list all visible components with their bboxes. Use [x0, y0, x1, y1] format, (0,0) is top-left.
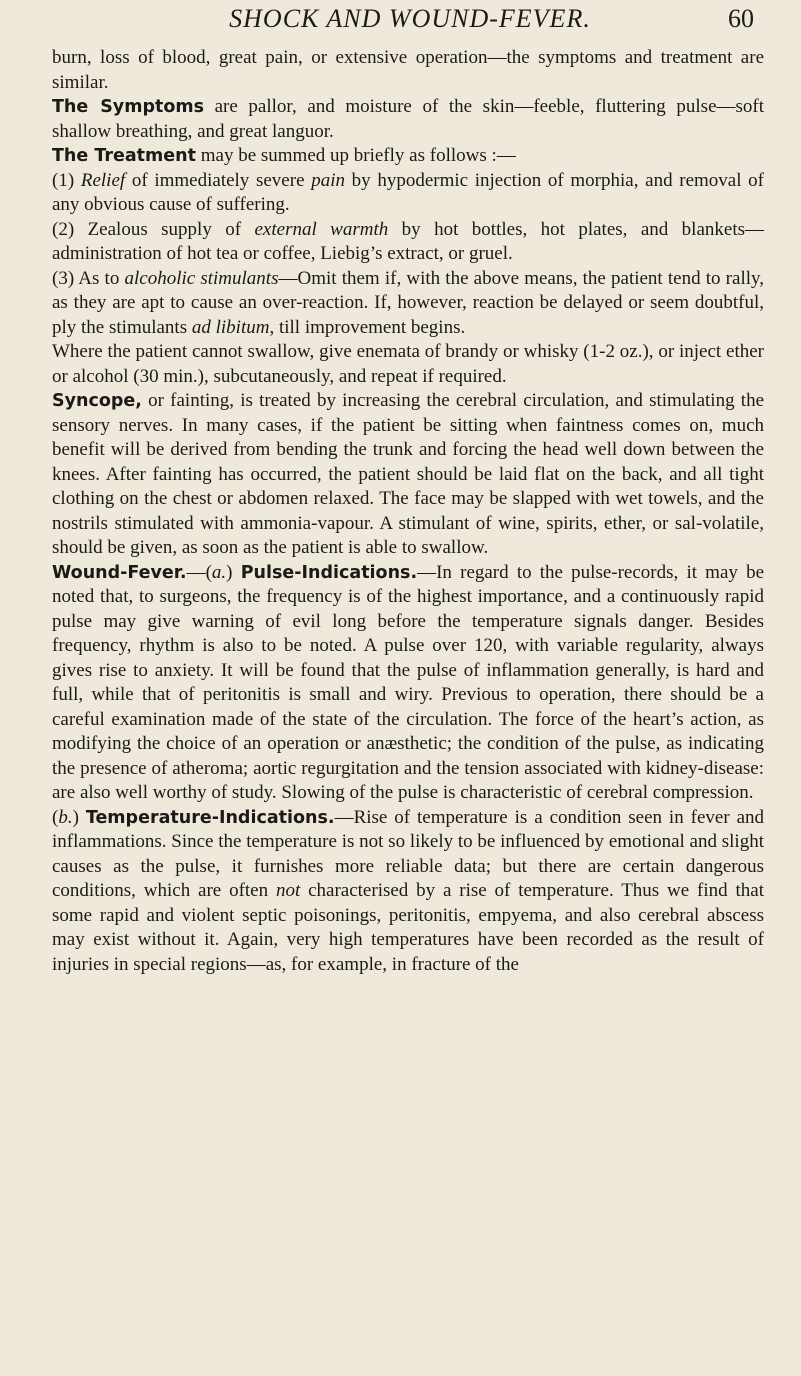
paragraph-treatment [52, 144, 764, 169]
paragraph-continuation [52, 46, 764, 95]
paragraph-symptoms [52, 95, 764, 144]
emphasis: alcoholic stimulants [124, 267, 279, 289]
page-header [0, 0, 801, 44]
paragraph-text: burn, loss of blood, great pain, or extensive operation—the symptoms and treatment are similar. [52, 47, 764, 93]
running-head: SHOCK AND WOUND-FEVER. [229, 4, 591, 33]
paragraph-text: by hypodermic injection of morphia, and removal of any obvious cause of suffering. [52, 169, 765, 215]
pulse-indications-heading: Pulse-Indications. [240, 562, 418, 583]
paragraph-text: (3) As to [52, 267, 125, 289]
paragraph-text: are pallor, and moisture of the skin—feeble, fluttering pulse—soft shallow breathing, and great languor. [52, 96, 765, 142]
emphasis: Relief [80, 169, 126, 191]
emphasis: pain [311, 169, 345, 191]
emphasis: external warmth [254, 218, 389, 240]
emphasis: not [275, 880, 301, 901]
wound-fever-heading: Wound-Fever. [52, 562, 187, 583]
temperature-indications-heading: Temperature-Indications. [85, 807, 335, 828]
emphasis: b. [58, 806, 73, 828]
paragraph-text: —In regard to the pulse-records, it may be noted that, to surgeons, the frequency is of the highest importance, and a continuously rapid pulse may give warning of evil long before the temperature signals danger. Besides frequency, rhythm is also to be noted. A pulse over 120, with variable regularity, always gives rise to anxiety. It will be found that the pulse of inflammation generally, is hard and full, while that of peritonitis is small and wiry. Previous to operation, there should be a careful examination made of the state of the circulation. The force of the heart’s action, as modifying the choice of an operation or anæsthetic; the condition of the pulse, as indicating the presence of atheroma; aortic regurgitation and the tension associated with kidney-disease: are also well worthy of study. Slowing of the pulse is characteristic of cerebral compression. [52, 561, 765, 803]
paragraph-text: Where the patient cannot swallow, give enemata of brandy or whisky (1-2 oz.), or inject ether or alcohol (30 min.), subcutaneously, and repeat if required. [52, 341, 764, 387]
punctuation: ( [52, 806, 59, 828]
paragraph-enemata [52, 340, 764, 389]
paragraph-warmth [52, 218, 764, 267]
paragraph-text: may be summed up briefly as follows :— [195, 145, 516, 166]
treatment-heading: The Treatment [52, 146, 196, 166]
paragraph-text: characterised by a rise of temperature. Thus we find that some rapid and violent septic poisonings, peritonitis, empyema, and also cerebral abscess may exist without it. Again, very high temperatures have been recorded as the result of injuries in special regions—as, for example, in fracture of the [52, 880, 764, 975]
punctuation: ) [72, 806, 86, 828]
paragraph-text: —Omit them if, with the above means, the patient tend to rally, as they are apt to cause an over-reaction. If, however, reaction be delayed or seem doubtful, ply the stimulants [52, 267, 765, 338]
paragraph-temperature [52, 806, 764, 978]
paragraph-text: —Rise of temperature is a condition seen in fever and inflammations. Since the temperature is not so likely to be influenced by emotional and slight causes as the pulse, it furnishes more reliable data; but there are certain dangerous conditions, which are often [52, 806, 765, 901]
paragraph-text: , till improvement begins. [269, 316, 466, 338]
paragraph-text: (2) Zealous supply of [52, 218, 255, 240]
paragraph-text: of immediately severe [125, 169, 312, 191]
punctuation: ) [226, 561, 241, 583]
symptoms-heading: The Symptoms [52, 97, 205, 117]
page-number: 60 [728, 4, 754, 33]
paragraph-stimulants [52, 267, 764, 341]
emphasis: a. [211, 561, 227, 583]
paragraph-text: or fainting, is treated by increasing the cerebral circulation, and stimulating the sensory nerves. In many cases, if the patient be sitting when faintness comes on, much benefit will be derived from bending the trunk and forcing the head well down between the knees. After fainting has occurred, the patient should be laid flat on the back, and all tight clothing on the chest or abdomen relaxed. The face may be slapped with wet towels, and the nostrils stimulated with ammonia-vapour. A stimulant of wine, spirits, ether, or sal-volatile, should be given, as soon as the patient is able to swallow. [52, 390, 764, 558]
punctuation: —( [186, 561, 212, 583]
paragraph-text: by hot bottles, hot plates, and blankets—administration of hot tea or coffee, Liebig’s extract, or gruel. [52, 218, 764, 264]
body-text [52, 46, 764, 977]
paragraph-relief [52, 169, 764, 218]
paragraph-syncope [52, 389, 764, 561]
syncope-heading: Syncope, [52, 391, 142, 411]
emphasis: ad libitum [191, 316, 270, 338]
list-number: (1) [52, 169, 81, 191]
paragraph-wound-fever [52, 561, 764, 806]
